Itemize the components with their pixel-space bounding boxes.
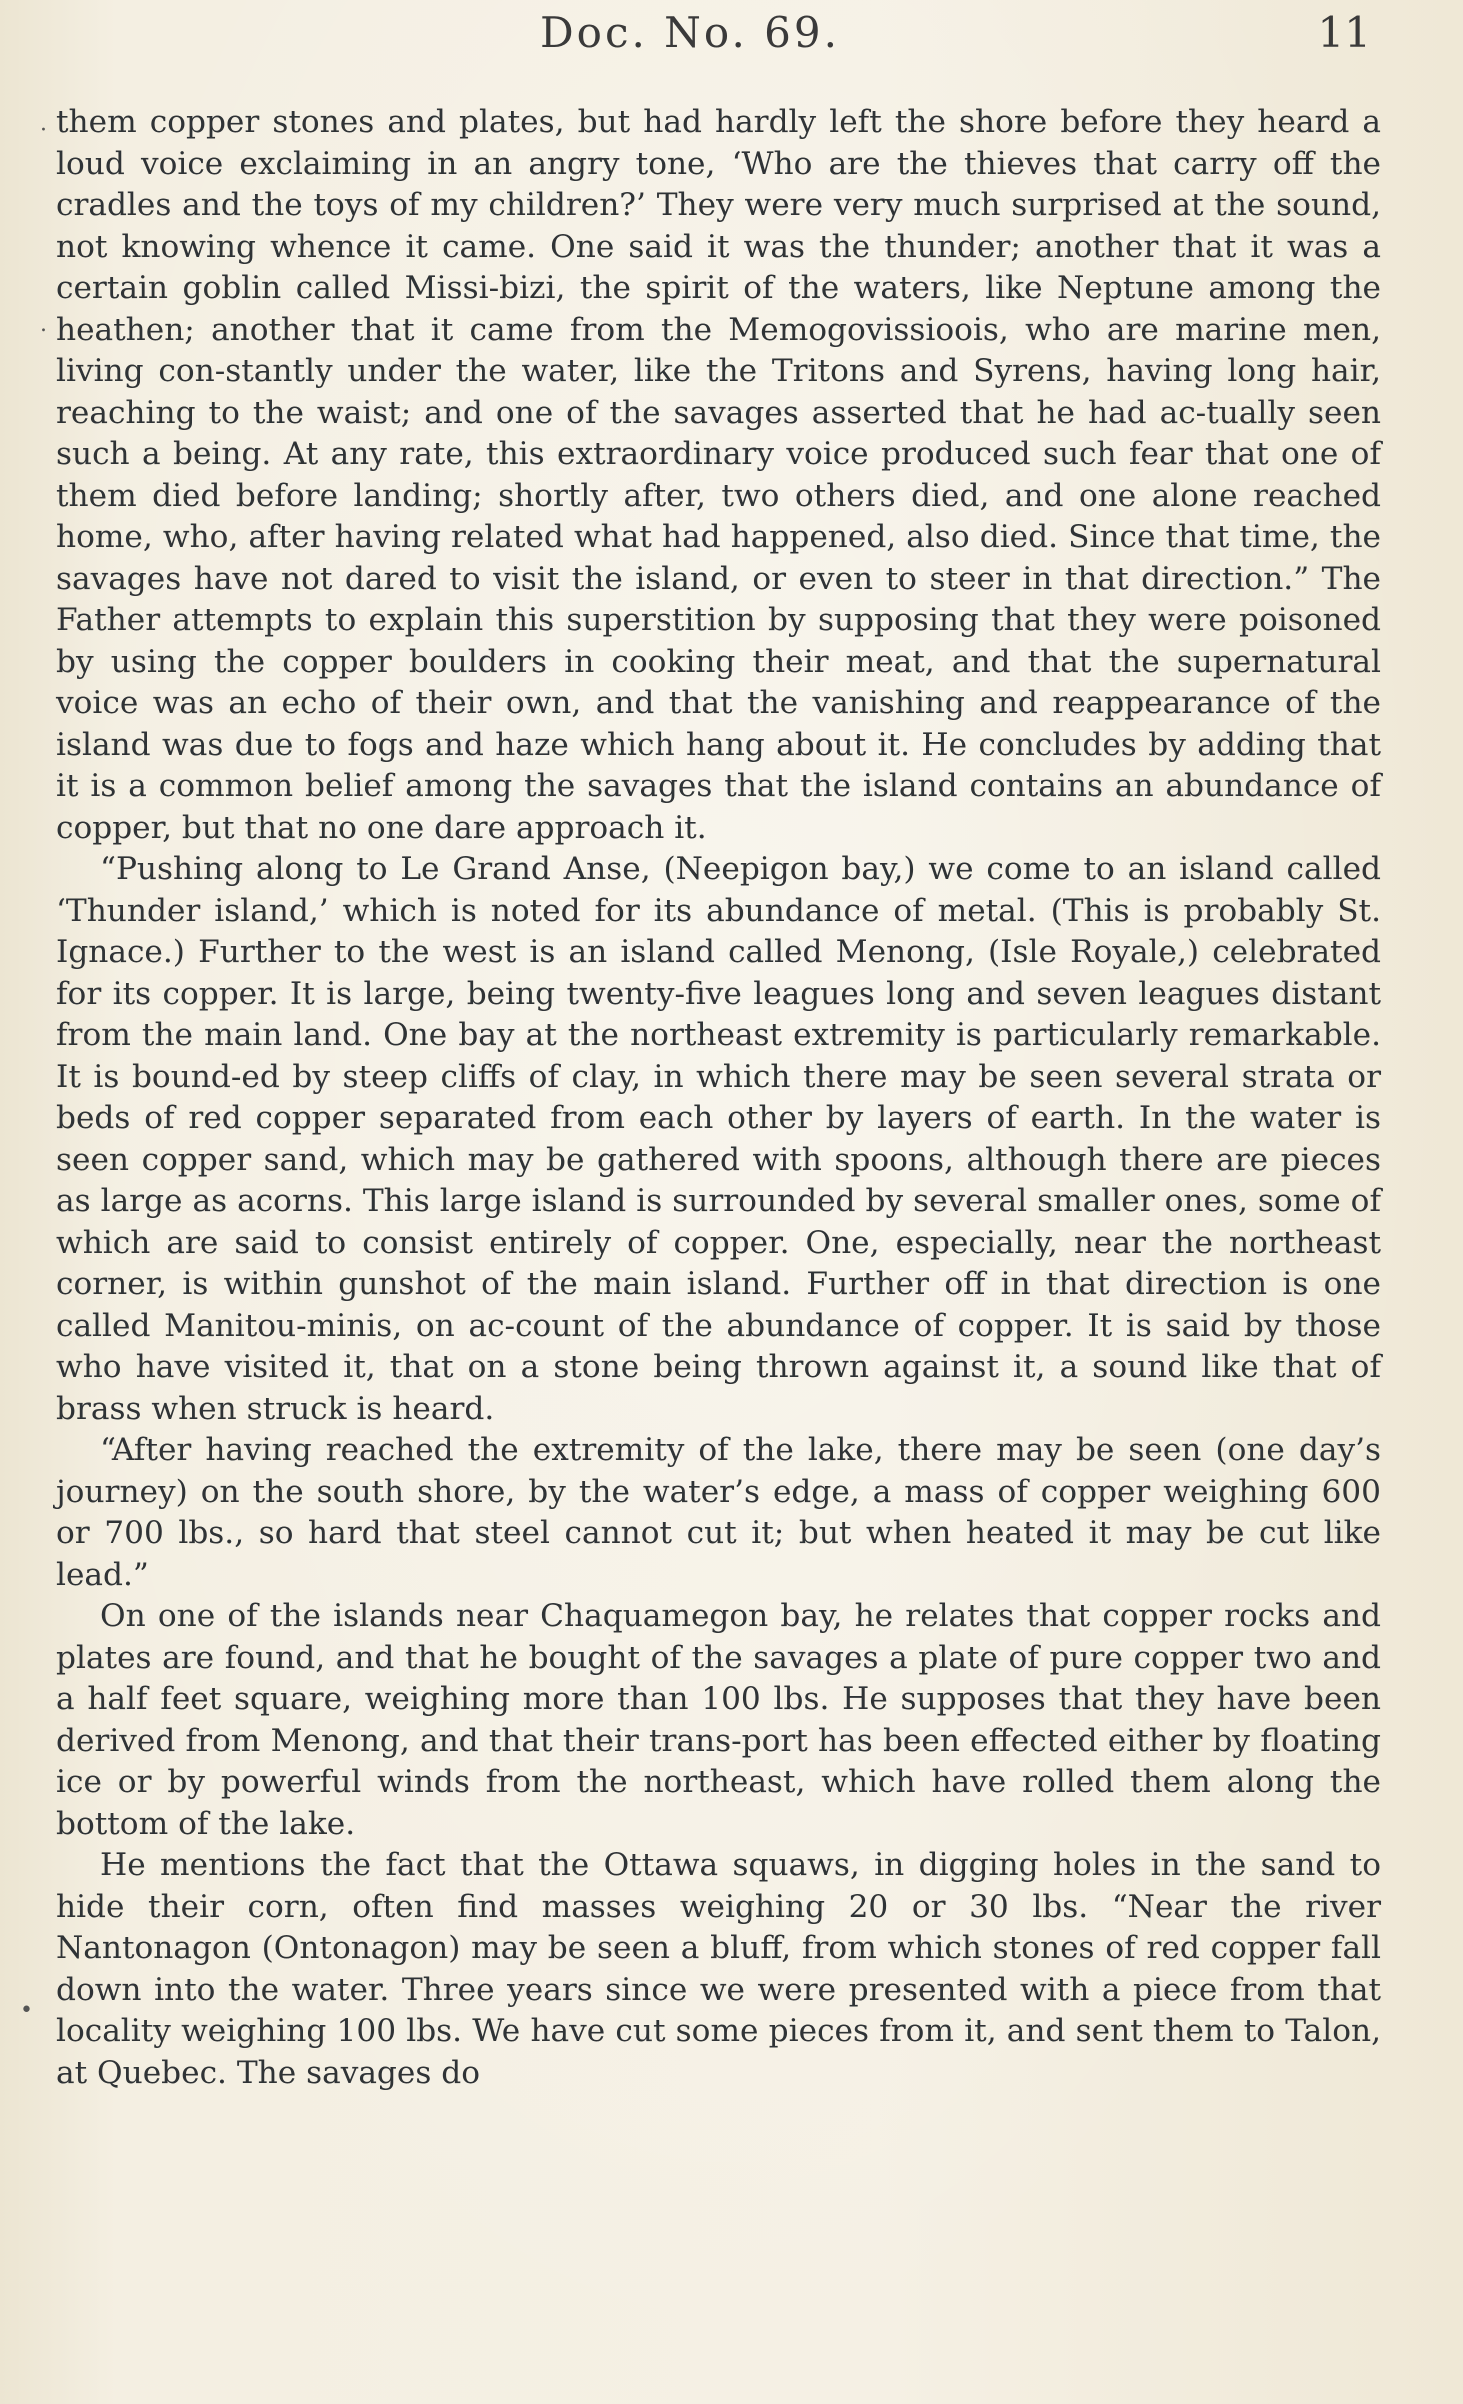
- margin-dot: .: [40, 312, 47, 337]
- paragraph-3: “After having reached the extremity of the lake, there may be seen (one day’s journey) on the south shore, by the water’s edge, a mass of copper weighing 600 or 700 lbs., so hard that steel cannot cut it; but when heated it may be cut like lead.”: [56, 1432, 1381, 1593]
- paragraph-4: On one of the islands near Chaquamegon bay, he relates that copper rocks and plates are found, and that he bought of the savages a plate of pure copper two and a half feet square, weighing more than 100 lbs. He supposes that they have been derived from Menong, and that their trans-port has been effected either by floating ice or by powerful winds from the northeast, which have rolled them along the bottom of the lake.: [56, 1598, 1381, 1842]
- margin-dot: •: [20, 1998, 33, 2023]
- paragraph-2: “Pushing along to Le Grand Anse, (Neepigon bay,) we come to an island called ‘Thunder island,’ which is noted for its abundance of metal. (This is probably St. Ignace.) Further to the west is an island called Menong, (Isle Royale,) celebrated for its copper. It is large, being twenty-five leagues long and seven leagues distant from the main land. One bay at the northeast extremity is particularly remarkable. It is bound-ed by steep cliffs of clay, in which there may be seen several strata or beds of red copper separated from each other by layers of earth. In the water is seen copper sand, which may be gathered with spoons, although there are pieces as large as acorns. This large island is surrounded by several smaller ones, some of which are said to consist entirely of copper. One, especially, near the northeast corner, is within gunshot of the main island. Further off in that direction is one called Manitou-minis, on ac-count of the abundance of copper. It is said by those who have visited it, that on a stone being thrown against it, a sound like that of brass when struck is heard.: [56, 851, 1381, 1427]
- page-number: 11: [1317, 8, 1371, 57]
- margin-dot: ·: [40, 118, 47, 143]
- body-text: [56, 102, 1381, 2094]
- paragraph-1: them copper stones and plates, but had hardly left the shore before they heard a loud voice exclaiming in an angry tone, ‘Who are the thieves that carry off the cradles and the toys of my children?’ They were very much surprised at the sound, not knowing whence it came. One said it was the thunder; another that it was a certain goblin called Missi-bizi, the spirit of the waters, like Neptune among the heathen; another that it came from the Memogovissioois, who are marine men, living con-stantly under the water, like the Tritons and Syrens, having long hair, reaching to the waist; and one of the savages asserted that he had ac-tually seen such a being. At any rate, this extraordinary voice produced such fear that one of them died before landing; shortly after, two others died, and one alone reached home, who, after having related what had happened, also died. Since that time, the savages have not dared to visit the island, or even to steer in that direction.” The Father attempts to explain this superstition by supposing that they were poisoned by using the copper boulders in cooking their meat, and that the supernatural voice was an echo of their own, and that the vanishing and reappearance of the island was due to fogs and haze which hang about it. He concludes by adding that it is a common belief among the savages that the island contains an abundance of copper, but that no one dare approach it.: [56, 104, 1381, 846]
- document-title: Doc. No. 69.: [540, 8, 840, 57]
- paragraph-5: He mentions the fact that the Ottawa squaws, in digging holes in the sand to hide their corn, often find masses weighing 20 or 30 lbs. “Near the river Nantonagon (Ontonagon) may be seen a bluff, from which stones of red copper fall down into the water. Three years since we were presented with a piece from that locality weighing 100 lbs. We have cut some pieces from it, and sent them to Talon, at Quebec. The savages do: [56, 1847, 1381, 2091]
- running-header: [0, 8, 1463, 78]
